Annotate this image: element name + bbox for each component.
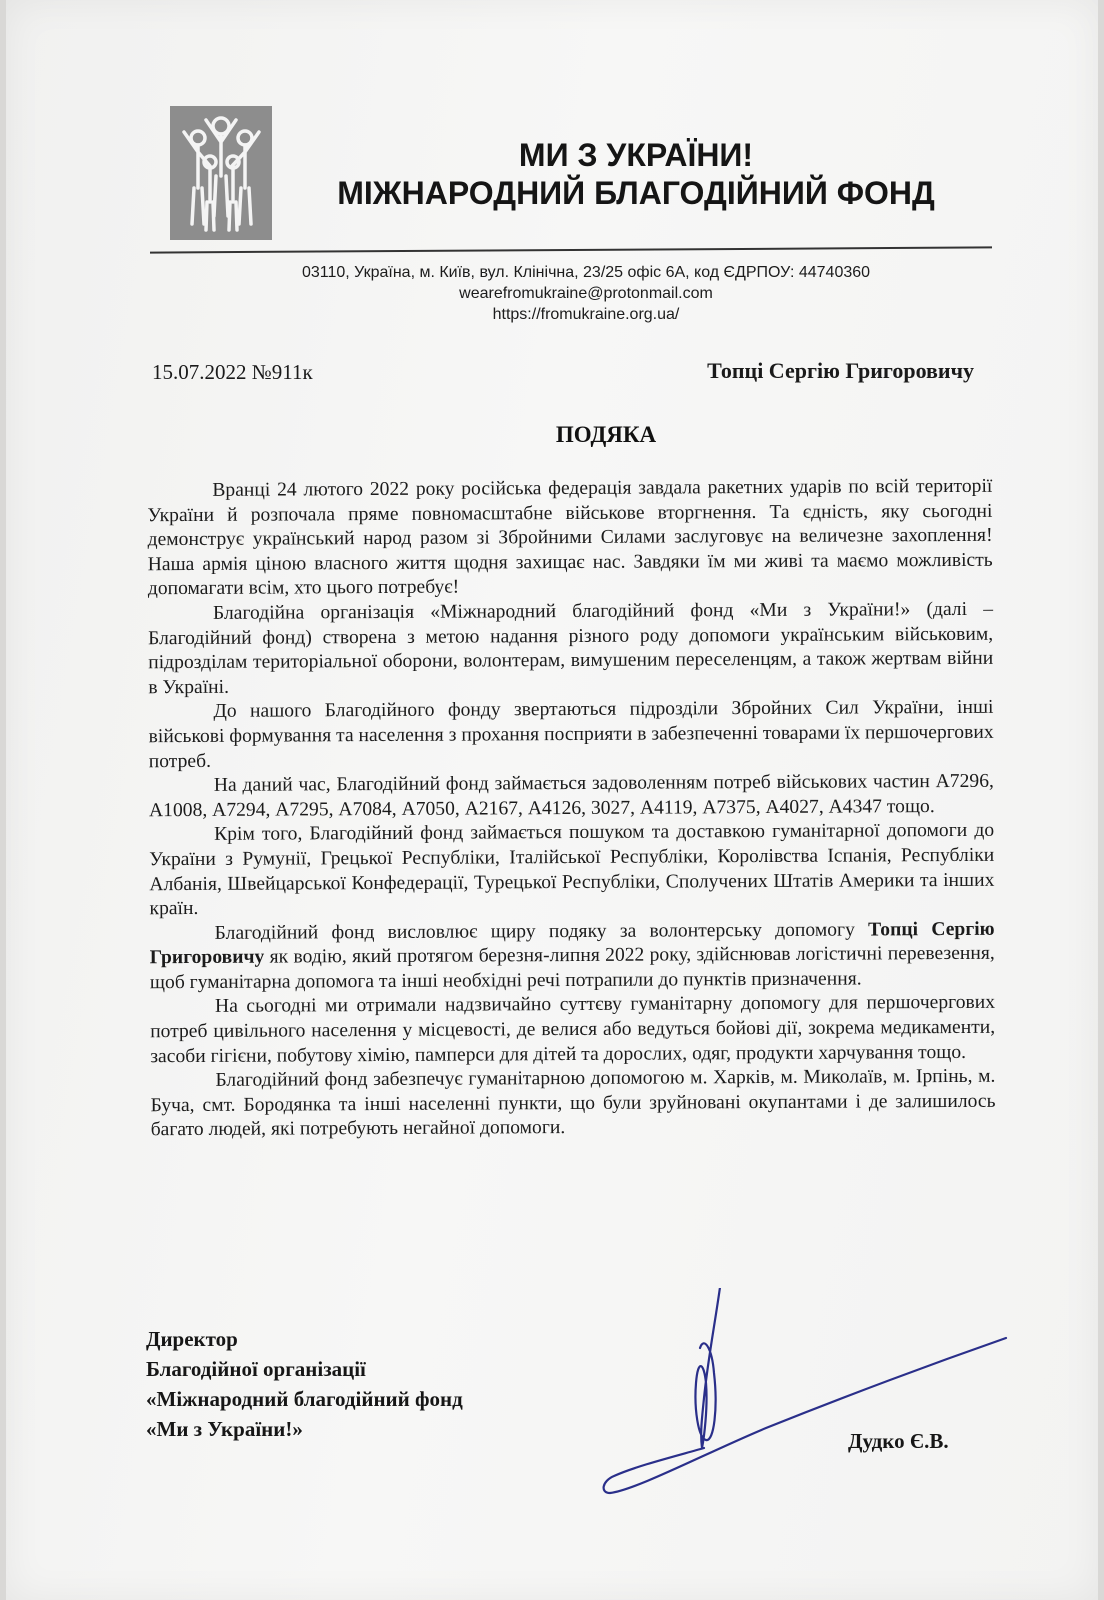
- paragraph-3: До нашого Благодійного фонду звертаються підрозділи Збройних Сил України, інші військові формування та населення з прохання посприяти в забезпеченні товарами їх першочергових потреб.: [148, 697, 994, 772]
- letterhead-divider: [150, 246, 992, 253]
- people-group-icon: [170, 106, 272, 240]
- paragraph-6-start: Благодійний фонд висловлює щиру подяку за волонтерську допомогу: [214, 919, 869, 944]
- paragraph-2: Благодійна організація «Міжнародний благодійний фонд «Ми з України!» (далі – Благодійний фонд) створена з метою надання різного роду допомоги українським військовим, підрозділам територіальної оборони, волонтерам, вимушеним переселенцям, а також жертвам війни в Україні.: [148, 598, 994, 698]
- website-url: https://fromukraine.org.ua/: [492, 306, 680, 323]
- addressee: Топці Сергію Григоровичу: [707, 358, 974, 383]
- paragraph-8: Благодійний фонд забезпечує гуманітарною допомогою м. Харків, м. Миколаїв, м. Ірпінь, м. Буча, смт. Бородянка та інші населенні пункти, що були зруйновані окупантами і де залишилось багато людей, які потребують негайної допомоги.: [150, 1066, 996, 1141]
- paragraph-6: [150, 917, 995, 995]
- document-title: ПОДЯКА: [555, 422, 657, 447]
- paragraph-7: На сьогодні ми отримали надзвичайно суттєву гуманітарну допомогу для першочергових потреб цивільного населення у місцевості, де велися або ведуться бойові дії, зокрема медикаменти, засоби гігієни, побутову хімію, памперси для дітей та дорослих, одяг, продукти харчування тощо.: [150, 992, 996, 1067]
- signatory-line-1: Директор: [146, 1327, 238, 1351]
- date-and-number: 15.07.2022 №911к: [152, 360, 313, 384]
- organization-name: [286, 136, 986, 212]
- contact-details: [206, 262, 966, 325]
- letter-body: [147, 475, 995, 1143]
- paragraph-6-name: Топці Сергію Григоровичу: [149, 918, 995, 969]
- signatory-line-3: «Міжнародний благодійний фонд: [146, 1387, 463, 1411]
- signatory-title: [146, 1324, 463, 1444]
- handwritten-signature: [596, 1288, 1036, 1508]
- paragraph-6-end: як водію, який протягом березня-липня 2022 року, здійснював логістичні перевезення, щоб гуманітарна допомога та інші необхідні речі потрапили до пунктів призначення.: [149, 943, 995, 994]
- email-address: wearefromukraine@protonmail.com: [459, 285, 713, 302]
- paragraph-4: На даний час, Благодійний фонд займається задоволенням потреб військових частин А7296, А1008, А7294, А7295, А7084, А7050, А2167, А4126, 3027, А4119, А7375, А4027, А4347 тощо.: [148, 770, 994, 821]
- signer-name: Дудко Є.В.: [848, 1429, 949, 1453]
- signatory-line-4: «Ми з України!»: [146, 1417, 303, 1441]
- paragraph-5: Крім того, Благодійний фонд займається пошуком та доставкою гуманітарної допомоги до України з Румунії, Грецької Республіки, Італійської Республіки, Королівства Іспанія, Республіки Албанія, Швейцарської Конфедерації, Турецької Республіки, Сполучених Штатів Америки та інших країн.: [149, 820, 995, 920]
- signatory-line-2: Благодійної організації: [146, 1357, 366, 1381]
- paragraph-1: Вранці 24 лютого 2022 року російська федерація завдала ракетних ударів по всій території України й розпочала пряме повномасштабне військове вторгнення. Та єдність, яку сьогодні демонструє український народ разом зі Збройними Силами заслуговує на величезне захоплення! Наша армія ціною власного життя щодня захищає нас. Завдяки їм ми живі та маємо можливість допомагати всім, хто цього потребує!: [147, 475, 993, 600]
- letter-sheet: [6, 0, 1098, 1600]
- postal-address: 03110, Україна, м. Київ, вул. Клінічна, 23/25 офіс 6А, код ЄДРПОУ: 44740360: [301, 264, 871, 281]
- organization-title-line1: МИ З УКРАЇНИ!: [518, 137, 754, 173]
- organization-title-line2: МІЖНАРОДНИЙ БЛАГОДІЙНИЙ ФОНД: [337, 175, 935, 211]
